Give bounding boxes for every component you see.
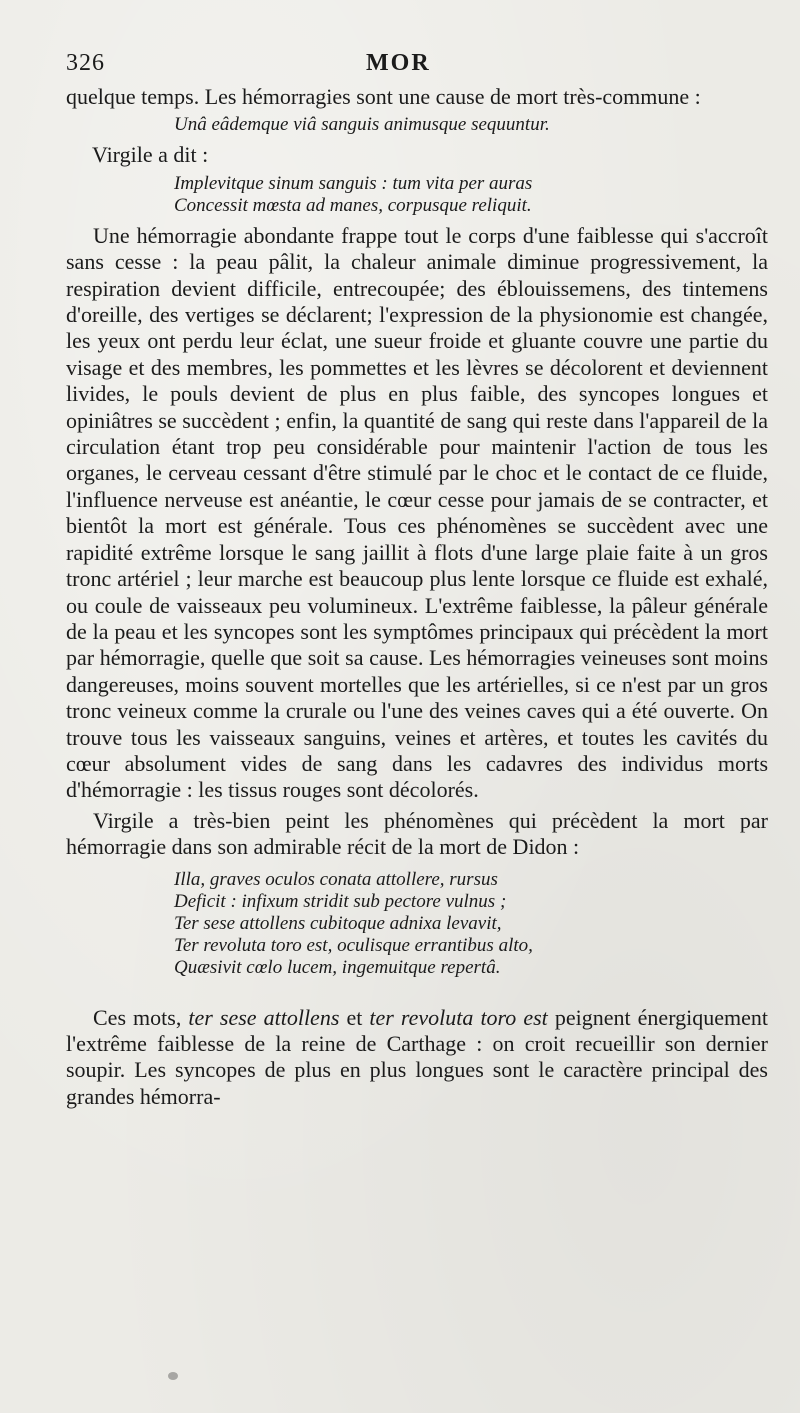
paragraph-3: Une hémorragie abondante frappe tout le corps d'une faiblesse qui s'accroît sans cesse : la peau pâlit, la chaleur animale diminue progressivement, la respiration devient difficile, entrecoupée; des éblouissemens, des tintemens d'oreille, des vertiges se déclarent; l'expression de la physionomie est changée, les yeux ont perdu leur éclat, une sueur froide et gluante couvre une partie du visage et des membres, les pommettes et les lèvres se décolorent et deviennent livides, le pouls devient de plus en plus faible, des syncopes longues et opiniâtres se succèdent ; enfin, la quantité de sang qui reste dans l'appareil de la circulation étant trop peu considérable pour maintenir l'action de tous les organes, le cerveau cessant d'être stimulé par le choc et le contact de ce fluide, l'influence nerveuse est anéantie, le cœur cesse pour jamais de se contracter, et bientôt la mort est générale. Tous ces phénomènes se succèdent avec une rapidité extrême lorsque le sang jaillit à flots d'une large plaie faite à un gros tronc artériel ; leur marche est beaucoup plus lente lorsque ce fluide est exhalé, ou coule de vaisseaux peu volumineux. L'extrême faiblesse, la pâleur générale de la peau et les syncopes sont les symptômes principaux qui précèdent la mort par hémorragie, quelle que soit sa cause. Les hémorragies veineuses sont moins dangereuses, moins souvent mortelles que les artérielles, si ce n'est par un gros tronc veineux comme la crurale ou l'une des veines caves qui a été ouverte. On trouve tous les vaisseaux sanguins, veines et artères, et toutes les cavités du cœur absolument vides de sang dans les cadavres des individus morts d'hémorragie : les tissus rouges sont décolorés. bbox=[66, 222, 768, 803]
paragraph-5-start: Ces mots, bbox=[93, 1004, 189, 1030]
running-head bbox=[66, 50, 768, 84]
paragraph-4: Virgile a très-bien peint les phénomènes qui précèdent la mort par hémorragie dans son admirable récit de la mort de Didon : bbox=[66, 807, 768, 860]
quote-line: Unâ eâdemque viâ sanguis animusque sequuntur. bbox=[174, 114, 550, 136]
latin-phrase-1: ter sese attollens bbox=[188, 1004, 340, 1030]
quote-line: Quæsivit cœlo lucem, ingemuitque repertâ. bbox=[174, 956, 501, 978]
latin-quote-3 bbox=[174, 869, 768, 979]
paragraph-5 bbox=[66, 1005, 768, 1111]
quote-line: Deficit : infixum stridit sub pectore vulnus ; bbox=[174, 890, 507, 912]
paragraph-5-mid: et bbox=[339, 1004, 370, 1030]
page-number: 326 bbox=[66, 50, 105, 76]
quote-line: Ter sese attollens cubitoque adnixa levavit, bbox=[174, 912, 502, 934]
latin-quote-1 bbox=[174, 114, 768, 136]
quote-line: Illa, graves oculos conata attollere, rursus bbox=[174, 868, 498, 890]
ink-spot bbox=[168, 1372, 178, 1380]
latin-quote-2 bbox=[174, 173, 768, 217]
quote-line: Concessit mœsta ad manes, corpusque reliquit. bbox=[174, 194, 532, 216]
running-title: MOR bbox=[366, 50, 431, 76]
paragraph-1: quelque temps. Les hémorragies sont une cause de mort très-commune : bbox=[66, 84, 701, 109]
latin-phrase-2: ter revoluta toro est bbox=[369, 1004, 548, 1030]
quote-line: Ter revoluta toro est, oculisque errantibus alto, bbox=[174, 934, 533, 956]
paragraph-5-end: peignent énergiquement l'extrême faiblesse de la reine de Carthage : on croit recueillir son dernier soupir. Les syncopes de plus en plus longues sont le caractère principal des grandes hémorra- bbox=[66, 1004, 768, 1109]
quote-line: Implevitque sinum sanguis : tum vita per auras bbox=[174, 172, 533, 194]
paragraph-2: Virgile a dit : bbox=[92, 142, 209, 168]
